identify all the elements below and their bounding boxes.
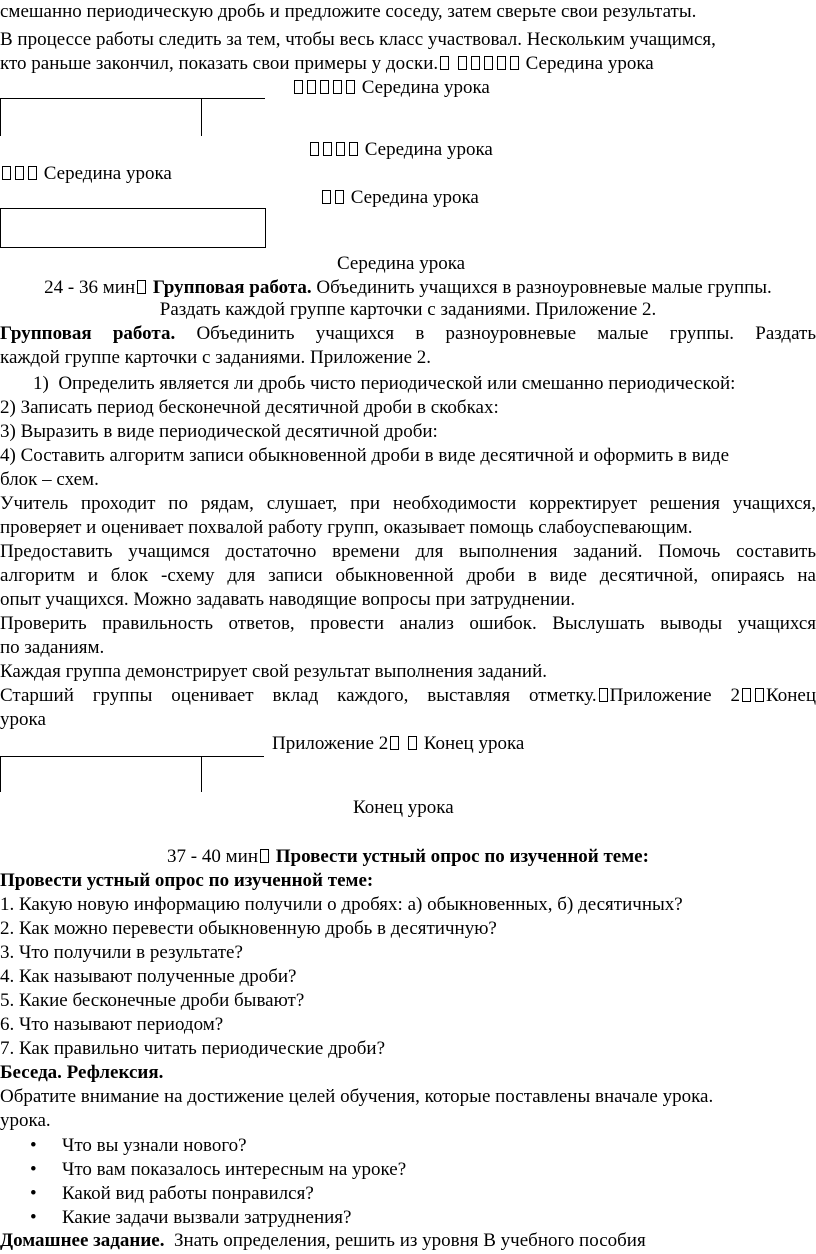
text-fragment: кто раньше закончил, показать свои примеры у доски. [0, 53, 439, 74]
bullet-icon: • [30, 1207, 37, 1228]
missing-glyph-icon [335, 190, 344, 204]
text-line: В процессе работы следить за тем, чтобы весь класс участвовал. Нескольким учащимся, [0, 29, 716, 50]
missing-glyph-icon [320, 80, 329, 94]
missing-glyph-icon [390, 736, 399, 750]
text-line [0, 162, 172, 186]
missing-glyph-icon [2, 166, 11, 180]
missing-glyph-icon [323, 142, 332, 156]
stage-title: Групповая работа. [152, 277, 312, 298]
text-line: Проверить правильность ответов, провести анализ ошибок. Выслушать выводы учащихся [0, 613, 816, 634]
appendix-label: Приложение 2 [272, 733, 389, 754]
table-border [0, 98, 1, 136]
empty-cell [0, 208, 266, 248]
middle-label: Середина урока [364, 139, 493, 160]
text-line: каждой группе карточки с заданиями. Приложение 2. [0, 347, 432, 368]
text-line: Раздать каждой группе карточки с заданиями. Приложение 2. [159, 299, 657, 320]
text-line: Учитель проходит по рядам, слушает, при необходимости корректирует решения учащихся, [0, 493, 816, 514]
text-line: алгоритм и блок -схему для записи обыкновенной дроби в виде десятичной, опираясь на [0, 565, 816, 586]
text-line: урока. [0, 1110, 51, 1131]
missing-glyph-icon [408, 736, 417, 750]
text-line [272, 732, 524, 756]
text-line: Каждая группа демонстрирует свой результат выполнения заданий. [0, 661, 547, 682]
text-line [0, 322, 816, 346]
text-line: блок – схем. [0, 469, 99, 490]
middle-label: Середина урока [350, 187, 479, 208]
bullet-icon: • [30, 1183, 37, 1204]
table-border [201, 756, 202, 792]
question-item: 5. Какие бесконечные дроби бывают? [0, 990, 305, 1011]
bullet-text: Какой вид работы понравился? [62, 1183, 314, 1204]
missing-glyph-icon [755, 688, 764, 702]
missing-glyph-icon [510, 56, 519, 70]
stage-title: Провести устный опрос по изученной теме: [275, 846, 649, 867]
section-title: Групповая работа. [0, 323, 176, 344]
list-item: 4) Составить алгоритм записи обыкновенной дроби в виде десятичной и оформить в виде [0, 445, 730, 466]
table-border [0, 98, 265, 99]
stage-line [0, 845, 816, 869]
question-item: 2. Как можно перевести обыкновенную дробь в десятичную? [0, 918, 497, 939]
section-title: Беседа. Рефлексия. [0, 1062, 164, 1083]
list-item: 2) Записать период бесконечной десятичной дроби в скобках: [0, 397, 499, 418]
missing-glyph-icon [497, 56, 506, 70]
text-line: Предоставить учащимся достаточно времени для выполнения заданий. Помочь составить [0, 541, 816, 562]
list-number: 1) [33, 373, 49, 394]
list-item: 3) Выразить в виде периодической десятичной дроби: [0, 421, 438, 442]
missing-glyph-icon [458, 56, 467, 70]
end-word: Конец [766, 685, 816, 706]
middle-label: Середина урока [361, 77, 490, 98]
text-line: Обратите внимание на достижение целей обучения, которые поставлены вначале урока. [0, 1086, 714, 1107]
missing-glyph-icon [599, 688, 608, 702]
middle-label: Середина урока [525, 53, 654, 74]
appendix-label: Приложение 2 [609, 685, 740, 706]
missing-glyph-icon [349, 142, 358, 156]
missing-glyph-icon [484, 56, 493, 70]
text-line: урока [0, 709, 46, 730]
stage-line [0, 276, 816, 300]
text-line: опыт учащихся. Можно задавать наводящие вопросы при затруднении. [0, 589, 576, 610]
missing-glyph-icon [742, 688, 751, 702]
stage-time: 37 - 40 мин [167, 846, 258, 867]
bullet-text: Какие задачи вызвали затруднения? [62, 1207, 352, 1228]
question-item: 1. Какую новую информацию получили о дробях: а) обыкновенных, б) десятичных? [0, 894, 683, 915]
question-item: 6. Что называют периодом? [0, 1014, 224, 1035]
missing-glyph-icon [28, 166, 37, 180]
list-item [33, 372, 735, 396]
text-line [0, 684, 816, 708]
homework-line [0, 1229, 646, 1253]
text-line [292, 76, 490, 100]
middle-label: Середина урока [43, 163, 172, 184]
middle-label: Середина урока [337, 253, 466, 274]
missing-glyph-icon [333, 80, 342, 94]
question-item: 3. Что получили в результате? [0, 942, 243, 963]
list-text: Определить является ли дробь чисто периодической или смешанно периодической: [58, 373, 736, 394]
text-line: проверяет и оценивает похвалой работу групп, оказывает помощь слабоуспевающим. [0, 517, 693, 538]
missing-glyph-icon [471, 56, 480, 70]
section-title: Провести устный опрос по изученной теме: [0, 870, 374, 891]
bullet-icon: • [30, 1159, 37, 1180]
table-border [201, 98, 202, 136]
missing-glyph-icon [310, 142, 319, 156]
missing-glyph-icon [260, 849, 269, 863]
missing-glyph-icon [137, 280, 146, 294]
text-fragment: Объединить учащихся в разноуровневые малые группы. Раздать [196, 323, 816, 344]
homework-text: Знать определения, решить из уровня В учебного пособия [173, 1230, 646, 1251]
table-border [0, 756, 1, 792]
question-item: 7. Как правильно читать периодические дроби? [0, 1038, 386, 1059]
missing-glyph-icon [346, 80, 355, 94]
missing-glyph-icon [322, 190, 331, 204]
missing-glyph-icon [15, 166, 24, 180]
end-label: Конец урока [353, 797, 454, 818]
text-line [320, 186, 479, 210]
missing-glyph-icon [294, 80, 303, 94]
text-fragment: Старший группы оценивает вклад каждого, выставляя отметку. [0, 685, 597, 706]
missing-glyph-icon [336, 142, 345, 156]
bullet-text: Что вы узнали нового? [62, 1135, 247, 1156]
question-item: 4. Как называют полученные дроби? [0, 966, 297, 987]
homework-title: Домашнее задание. [0, 1230, 165, 1251]
stage-text: Объединить учащихся в разноуровневые малые группы. [316, 277, 772, 298]
text-line [0, 52, 654, 76]
bullet-text: Что вам показалось интересным на уроке? [62, 1159, 407, 1180]
stage-time: 24 - 36 мин [44, 277, 136, 298]
text-line [308, 138, 493, 162]
bullet-icon: • [30, 1135, 37, 1156]
missing-glyph-icon [440, 56, 449, 70]
text-line: по заданиям. [0, 637, 105, 658]
text-line: смешанно периодическую дробь и предложите соседу, затем сверьте свои результаты. [0, 1, 697, 22]
missing-glyph-icon [307, 80, 316, 94]
table-border [0, 756, 264, 757]
end-label: Конец урока [423, 733, 525, 754]
